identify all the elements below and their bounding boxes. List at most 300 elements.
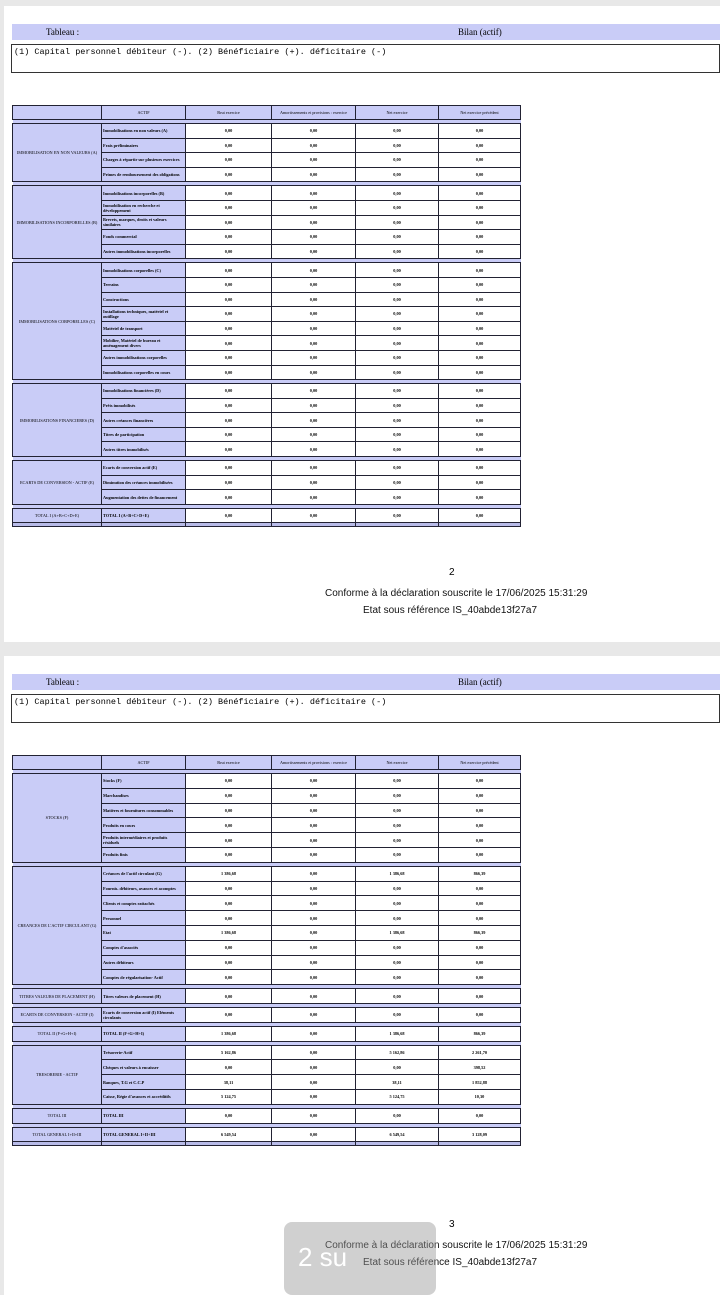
page-indicator-overlay: 2 su [284,1222,436,1295]
table-row [13,774,521,789]
value-cell: 0,00 [439,277,521,292]
value-cell: 6 549,54 [356,1127,439,1142]
value-cell: 0,00 [272,384,356,399]
value-cell: 0,00 [356,803,439,818]
table-row [13,1108,521,1123]
value-cell: 10,30 [439,1089,521,1104]
footer-cell [439,523,521,527]
value-cell: 0,00 [356,277,439,292]
section-label: TRESORERIE - ACTIF [13,1045,102,1104]
value-cell: 0,00 [356,321,439,336]
value-cell: 0,00 [356,230,439,245]
table-row [13,263,521,278]
value-cell: 0,00 [356,167,439,182]
value-cell: 0,00 [186,989,272,1004]
row-label: Produits finis [102,847,186,862]
footer-cell [102,1142,186,1146]
value-cell: 0,00 [356,124,439,139]
tableau-label: Tableau : [46,27,80,37]
row-label: Fournis. débiteurs, avances et acomptes [102,881,186,896]
value-cell: 1 386,68 [356,925,439,940]
footer-cell [272,1142,356,1146]
value-cell: 1 852,88 [439,1075,521,1090]
value-cell: 0,00 [186,508,272,523]
row-label: Installations techniques, matériel et outillage [102,307,186,322]
value-cell: 0,00 [356,896,439,911]
value-cell: 0,00 [272,1026,356,1041]
value-cell: 0,00 [272,277,356,292]
value-cell: 0,00 [186,490,272,505]
value-cell: 0,00 [186,442,272,457]
section-label: TOTAL I (A+B+C+D+E) [13,508,102,523]
row-label: Immobilisations financières (D) [102,384,186,399]
section-label: CREANCES DE L'ACTIF CIRCULANT (G) [13,866,102,984]
value-cell: 0,00 [356,307,439,322]
value-cell: 0,00 [272,200,356,215]
section-label: IMMOBILISATIONS FINANCIERES (D) [13,384,102,457]
value-cell: 0,00 [439,365,521,380]
value-cell: 0,00 [356,833,439,848]
value-cell: 0,00 [186,788,272,803]
value-cell: 0,00 [356,186,439,201]
footer-cell [186,1142,272,1146]
value-cell: 0,00 [272,321,356,336]
value-cell: 0,00 [186,461,272,476]
value-cell: 0,00 [186,427,272,442]
value-cell: 0,00 [186,138,272,153]
conform-line: Conforme à la déclaration souscrite le 17/06/2025 15:31:29 [325,588,588,599]
value-cell: 0,00 [186,911,272,926]
row-label: Produits intermédiaires et produits résiduels [102,833,186,848]
footer-cell [13,1142,102,1146]
value-cell: 0,00 [186,803,272,818]
header-cell-blank [13,756,102,770]
value-cell: 0,00 [186,350,272,365]
value-cell: 2 261,70 [439,1045,521,1060]
column-header: ACTIF [102,106,186,120]
value-cell: 0,00 [272,989,356,1004]
page-number: 2 [449,567,455,578]
footer-cell [102,523,186,527]
column-header: Amortissements et provisions : exercice [272,106,356,120]
row-label: Mobilier, Matériel de bureau et aménagement divers [102,336,186,351]
value-cell: 0,00 [439,153,521,168]
value-cell: 0,00 [272,955,356,970]
value-cell: 0,00 [356,153,439,168]
value-cell: 0,00 [356,244,439,259]
value-cell: 0,00 [272,1089,356,1104]
value-cell: 0,00 [186,124,272,139]
value-cell: 0,00 [272,263,356,278]
table-row [13,186,521,201]
value-cell: 0,00 [356,1108,439,1123]
value-cell: 0,00 [439,989,521,1004]
value-cell: 0,00 [439,244,521,259]
value-cell: 0,00 [186,321,272,336]
value-cell: 0,00 [356,461,439,476]
table-row [13,1127,521,1142]
row-label: Marchandises [102,788,186,803]
value-cell: 0,00 [186,881,272,896]
row-label: Augmentation des dettes de financement [102,490,186,505]
row-label: Banques, T.G et C.C.P [102,1075,186,1090]
column-header: Brut exercice [186,756,272,770]
value-cell: 0,00 [272,365,356,380]
table-header-row [13,756,521,770]
sheet-title: Bilan (actif) [458,677,502,687]
value-cell: 0,00 [356,365,439,380]
value-cell: 0,00 [272,1007,356,1022]
value-cell: 0,00 [356,508,439,523]
value-cell: 0,00 [439,307,521,322]
row-label: Matières et fournitures consommables [102,803,186,818]
value-cell: 0,00 [272,307,356,322]
value-cell: 0,00 [356,215,439,230]
value-cell: 0,00 [439,427,521,442]
value-cell: 0,00 [272,774,356,789]
section-label: STOCKS (F) [13,774,102,863]
value-cell: 0,00 [272,911,356,926]
column-header: Net exercice [356,756,439,770]
header-cell-blank [13,106,102,120]
value-cell: 5 124,75 [186,1089,272,1104]
tableau-label: Tableau : [46,677,80,687]
value-cell: 0,00 [272,881,356,896]
reference-line: Etat sous référence IS_40abde13f27a7 [363,1257,538,1268]
value-cell: 0,00 [272,230,356,245]
value-cell: 0,00 [186,167,272,182]
value-cell: 0,00 [272,818,356,833]
row-label: Constructions [102,292,186,307]
value-cell: 0,00 [439,292,521,307]
value-cell: 1 386,68 [356,1026,439,1041]
section-label: ECARTS DE CONVERSION - ACTIF (I) [13,1007,102,1022]
section-label: TOTAL II (F+G+H+I) [13,1026,102,1041]
value-cell: 0,00 [272,336,356,351]
value-cell: 0,00 [272,925,356,940]
value-cell: 0,00 [186,896,272,911]
sheet-header-bar [12,674,720,690]
value-cell: 0,00 [272,970,356,985]
value-cell: 0,00 [356,847,439,862]
row-label: Autres immobilisations incorporelles [102,244,186,259]
row-label: Comptes d'associés [102,940,186,955]
value-cell: 0,00 [439,881,521,896]
value-cell: 38,11 [356,1075,439,1090]
value-cell: 0,00 [356,384,439,399]
value-cell: 0,00 [356,788,439,803]
row-label: Charges à répartir sur plusieurs exercices [102,153,186,168]
column-header: Amortissements et provisions : exercice [272,756,356,770]
table-row [13,461,521,476]
value-cell: 0,00 [439,336,521,351]
value-cell: 0,00 [356,490,439,505]
value-cell: 0,00 [272,398,356,413]
table-row [13,384,521,399]
section-label: IMMOBILISATION EN NON VALEURS (A) [13,124,102,182]
value-cell: 0,00 [439,490,521,505]
value-cell: 0,00 [272,1045,356,1060]
value-cell: 0,00 [186,292,272,307]
row-label: Etat [102,925,186,940]
value-cell: 0,00 [186,1060,272,1075]
row-label: Trésorerie-Actif [102,1045,186,1060]
row-label: Frais préliminaires [102,138,186,153]
sheet-title: Bilan (actif) [458,27,502,37]
column-header: ACTIF [102,756,186,770]
row-label: Immobilisation en recherche et développement [102,200,186,215]
row-label: TOTAL III [102,1108,186,1123]
value-cell: 1 386,68 [186,866,272,881]
row-label: Terrains [102,277,186,292]
value-cell: 0,00 [439,263,521,278]
value-cell: 0,00 [439,200,521,215]
value-cell: 0,00 [186,940,272,955]
value-cell: 0,00 [439,970,521,985]
value-cell: 0,00 [272,490,356,505]
footer-cell [356,1142,439,1146]
value-cell: 0,00 [356,350,439,365]
conform-line: Conforme à la déclaration souscrite le 17/06/2025 15:31:29 [325,1240,588,1251]
value-cell: 0,00 [272,167,356,182]
row-label: Ecarts de conversion actif (I) Eléments circulants [102,1007,186,1022]
row-label: Autres créances financières [102,413,186,428]
section-label: TOTAL III [13,1108,102,1123]
value-cell: 0,00 [356,955,439,970]
row-label: Diminution des créances immobilisées [102,475,186,490]
value-cell: 0,00 [272,427,356,442]
value-cell: 0,00 [186,186,272,201]
value-cell: 0,00 [186,365,272,380]
value-cell: 0,00 [356,970,439,985]
row-label: Stocks (F) [102,774,186,789]
value-cell: 5 162,86 [356,1045,439,1060]
value-cell: 0,00 [272,153,356,168]
value-cell: 0,00 [439,833,521,848]
table-header-row [13,106,521,120]
value-cell: 0,00 [272,138,356,153]
value-cell: 0,00 [439,321,521,336]
value-cell: 0,00 [272,896,356,911]
value-cell: 0,00 [186,153,272,168]
row-label: Comptes de régularisation- Actif [102,970,186,985]
table-row [13,1026,521,1041]
reference-line: Etat sous référence IS_40abde13f27a7 [363,605,538,616]
value-cell: 0,00 [186,833,272,848]
section-label: IMMOBILISATIONS CORPORELLES (C) [13,263,102,380]
value-cell: 0,00 [439,955,521,970]
value-cell: 0,00 [439,847,521,862]
value-cell: 0,00 [439,475,521,490]
value-cell: 0,00 [439,413,521,428]
value-cell: 0,00 [356,292,439,307]
value-cell: 0,00 [356,427,439,442]
value-cell: 0,00 [186,475,272,490]
footer-cell [272,523,356,527]
value-cell: 0,00 [186,818,272,833]
column-header: Net exercice [356,106,439,120]
value-cell: 0,00 [356,911,439,926]
value-cell: 0,00 [272,442,356,457]
value-cell: 0,00 [186,1007,272,1022]
table-row [13,866,521,881]
value-cell: 0,00 [186,774,272,789]
row-label: Immobilisations corporelles en cours [102,365,186,380]
value-cell: 0,00 [356,413,439,428]
row-label: Autres débiteurs [102,955,186,970]
value-cell: 0,00 [272,788,356,803]
table-row [13,989,521,1004]
value-cell: 0,00 [439,774,521,789]
value-cell: 0,00 [439,940,521,955]
value-cell: 0,00 [356,881,439,896]
row-label: Caisse, Régie d'avances et accréditifs [102,1089,186,1104]
row-label: TOTAL II (F+G+H+I) [102,1026,186,1041]
value-cell: 866,39 [439,866,521,881]
row-label: Immobilisations incorporelles (B) [102,186,186,201]
value-cell: 0,00 [272,866,356,881]
value-cell: 0,00 [272,124,356,139]
value-cell: 0,00 [439,124,521,139]
value-cell: 0,00 [356,200,439,215]
value-cell: 1 386,68 [356,866,439,881]
value-cell: 0,00 [186,336,272,351]
footer-cell [13,523,102,527]
row-label: Titres de participation [102,427,186,442]
row-label: Chèques et valeurs à encaisser [102,1060,186,1075]
value-cell: 0,00 [186,970,272,985]
value-cell: 0,00 [186,307,272,322]
row-label: TOTAL I (A+B+C+D+E) [102,508,186,523]
value-cell: 5 124,75 [356,1089,439,1104]
value-cell: 0,00 [272,833,356,848]
value-cell: 0,00 [272,186,356,201]
page-number: 3 [449,1219,455,1230]
value-cell: 0,00 [272,1127,356,1142]
value-cell: 0,00 [356,774,439,789]
capital-note: (1) Capital personnel débiteur (-). (2) Bénéficiaire (+). déficitaire (-) [11,694,720,723]
value-cell: 0,00 [186,277,272,292]
section-label: IMMOBILISATIONS INCORPORELLES (B) [13,186,102,259]
value-cell: 0,00 [272,461,356,476]
value-cell: 0,00 [439,384,521,399]
value-cell: 0,00 [186,263,272,278]
value-cell: 0,00 [439,398,521,413]
table-footer-bar [13,523,521,527]
row-label: Immobilisations corporelles (C) [102,263,186,278]
row-label: Créances de l'actif circulant (G) [102,866,186,881]
actif-table [12,755,521,1146]
row-label: Clients et comptes rattachés [102,896,186,911]
value-cell: 0,00 [439,1007,521,1022]
value-cell: 0,00 [356,398,439,413]
value-cell: 0,00 [186,200,272,215]
table-row [13,1007,521,1022]
value-cell: 0,00 [186,413,272,428]
footer-cell [356,523,439,527]
value-cell: 0,00 [356,475,439,490]
table-footer-bar [13,1142,521,1146]
row-label: Brevets, marques, droits et valeurs similaires [102,215,186,230]
row-label: Ecarts de conversion actif (E) [102,461,186,476]
value-cell: 0,00 [356,336,439,351]
section-label: TOTAL GENERAL I+II+III [13,1127,102,1142]
document-page-3 [4,656,720,1295]
table-row [13,508,521,523]
value-cell: 0,00 [356,138,439,153]
value-cell: 3 128,09 [439,1127,521,1142]
row-label: Autres titres immobilisés [102,442,186,457]
row-label: Immobilisations en non valeurs (A) [102,124,186,139]
value-cell: 0,00 [272,1108,356,1123]
value-cell: 0,00 [272,475,356,490]
row-label: Matériel de transport [102,321,186,336]
value-cell: 0,00 [272,508,356,523]
capital-note: (1) Capital personnel débiteur (-). (2) Bénéficiaire (+). déficitaire (-) [11,44,720,73]
footer-cell [439,1142,521,1146]
value-cell: 866,39 [439,925,521,940]
row-label: Personnel [102,911,186,926]
value-cell: 0,00 [186,847,272,862]
value-cell: 38,11 [186,1075,272,1090]
value-cell: 0,00 [272,1075,356,1090]
row-label: Fonds commercial [102,230,186,245]
value-cell: 0,00 [356,442,439,457]
value-cell: 0,00 [272,847,356,862]
value-cell: 0,00 [356,989,439,1004]
value-cell: 0,00 [186,230,272,245]
row-label: Autres immobilisations corporelles [102,350,186,365]
value-cell: 0,00 [439,167,521,182]
value-cell: 0,00 [272,413,356,428]
row-label: TOTAL GENERAL I+II+III [102,1127,186,1142]
value-cell: 398,52 [439,1060,521,1075]
value-cell: 0,00 [356,1007,439,1022]
value-cell: 0,00 [439,1108,521,1123]
value-cell: 0,00 [356,1060,439,1075]
value-cell: 0,00 [186,398,272,413]
value-cell: 0,00 [272,350,356,365]
value-cell: 0,00 [272,940,356,955]
value-cell: 1 386,68 [186,1026,272,1041]
footer-cell [186,523,272,527]
value-cell: 0,00 [356,263,439,278]
value-cell: 5 162,86 [186,1045,272,1060]
value-cell: 0,00 [439,215,521,230]
value-cell: 0,00 [186,215,272,230]
value-cell: 0,00 [439,803,521,818]
row-label: Primes de remboursement des obligations [102,167,186,182]
value-cell: 0,00 [272,803,356,818]
value-cell: 6 549,54 [186,1127,272,1142]
value-cell: 0,00 [439,461,521,476]
row-label: Produits en cours [102,818,186,833]
value-cell: 0,00 [439,138,521,153]
value-cell: 0,00 [272,1060,356,1075]
value-cell: 0,00 [439,230,521,245]
value-cell: 0,00 [272,244,356,259]
table-row [13,1045,521,1060]
value-cell: 0,00 [272,215,356,230]
value-cell: 0,00 [439,818,521,833]
column-header: Net exercice précédent [439,106,521,120]
section-label: TITRES VALEURS DE PLACEMENT (H) [13,989,102,1004]
value-cell: 0,00 [186,1108,272,1123]
value-cell: 0,00 [439,442,521,457]
value-cell: 0,00 [186,955,272,970]
value-cell: 866,39 [439,1026,521,1041]
document-page-2 [4,6,720,642]
